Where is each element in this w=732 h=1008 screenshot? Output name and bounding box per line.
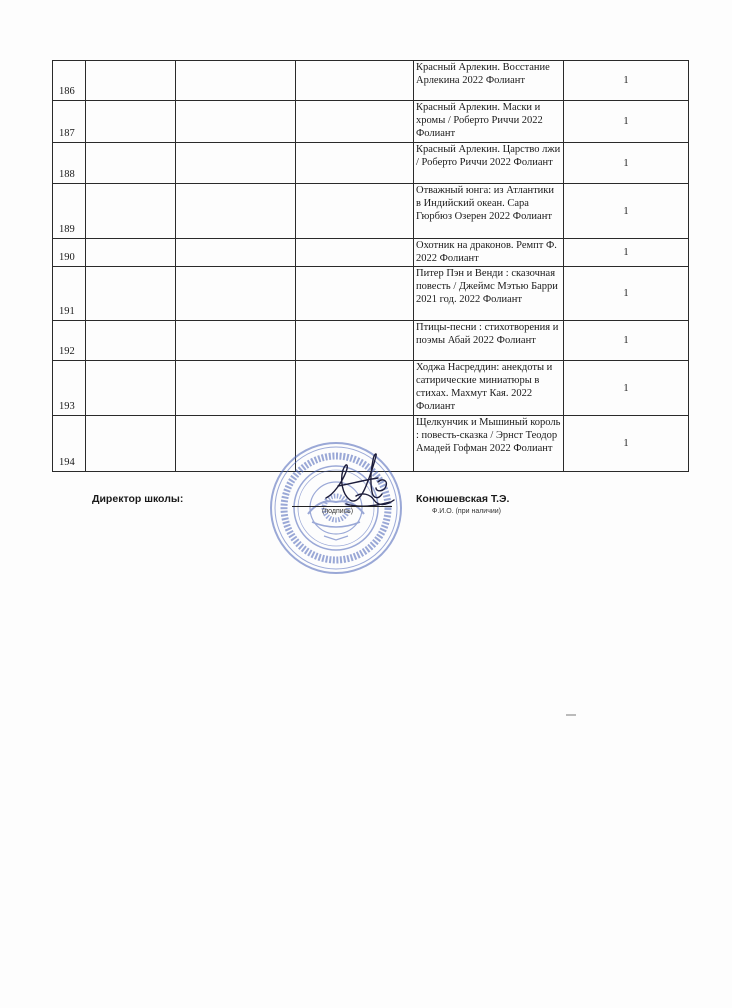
table-row <box>53 321 689 361</box>
empty-cell <box>86 61 176 101</box>
book-title: Питер Пэн и Венди : сказочная повесть / Джеймс Мэтью Барри 2021 год. 2022 Фолиант <box>414 267 564 321</box>
fio-caption: Ф.И.О. (при наличии) <box>432 508 501 515</box>
empty-cell <box>86 184 176 239</box>
book-title: Ходжа Насреддин: анекдоты и сатирические миниатюры в стихах. Махмут Кая. 2022 Фолиант <box>414 361 564 416</box>
book-inventory-table <box>52 60 689 472</box>
table-row <box>53 61 689 101</box>
quantity: 1 <box>564 184 689 239</box>
quantity: 1 <box>564 239 689 267</box>
row-number: 192 <box>53 321 86 361</box>
quantity: 1 <box>564 143 689 184</box>
table-row <box>53 239 689 267</box>
quantity: 1 <box>564 361 689 416</box>
empty-cell <box>296 143 414 184</box>
book-title: Красный Арлекин. Маски и хромы / Роберто Риччи 2022 Фолиант <box>414 101 564 143</box>
empty-cell <box>296 239 414 267</box>
empty-cell <box>176 321 296 361</box>
empty-cell <box>176 267 296 321</box>
book-title: Охотник на драконов. Ремпт Ф. 2022 Фолиант <box>414 239 564 267</box>
empty-cell <box>176 61 296 101</box>
empty-cell <box>86 101 176 143</box>
empty-cell <box>296 101 414 143</box>
empty-cell <box>176 239 296 267</box>
quantity: 1 <box>564 416 689 472</box>
row-number: 193 <box>53 361 86 416</box>
empty-cell <box>86 321 176 361</box>
table-row <box>53 143 689 184</box>
quantity: 1 <box>564 267 689 321</box>
director-label: Директор школы: <box>92 493 184 505</box>
quantity: 1 <box>564 101 689 143</box>
row-number: 187 <box>53 101 86 143</box>
table-row <box>53 101 689 143</box>
table-row <box>53 184 689 239</box>
book-title: Красный Арлекин. Царство лжи / Роберто Риччи 2022 Фолиант <box>414 143 564 184</box>
empty-cell <box>296 321 414 361</box>
row-number: 191 <box>53 267 86 321</box>
empty-cell <box>86 267 176 321</box>
quantity: 1 <box>564 321 689 361</box>
empty-cell <box>86 143 176 184</box>
scan-speck <box>566 714 576 716</box>
empty-cell <box>176 361 296 416</box>
director-name: Конюшевская Т.Э. <box>416 493 510 505</box>
empty-cell <box>296 267 414 321</box>
book-title: Птицы-песни : стихотворения и поэмы Абай 2022 Фолиант <box>414 321 564 361</box>
row-number: 186 <box>53 61 86 101</box>
empty-cell <box>296 61 414 101</box>
table-row <box>53 267 689 321</box>
book-title: Щелкунчик и Мышиный король : повесть-сказка / Эрнст Теодор Амадей Гофман 2022 Фолиант <box>414 416 564 472</box>
empty-cell <box>86 416 176 472</box>
signature-icon <box>316 448 412 518</box>
row-number: 188 <box>53 143 86 184</box>
empty-cell <box>176 184 296 239</box>
book-title: Красный Арлекин. Восстание Арлекина 2022 Фолиант <box>414 61 564 101</box>
empty-cell <box>296 184 414 239</box>
book-title: Отважный юнга: из Атлантики в Индийский океан. Сара Гюрбюз Озерен 2022 Фолиант <box>414 184 564 239</box>
quantity: 1 <box>564 61 689 101</box>
signature-caption: (подпись) <box>322 508 354 515</box>
row-number: 190 <box>53 239 86 267</box>
empty-cell <box>296 361 414 416</box>
row-number: 194 <box>53 416 86 472</box>
empty-cell <box>86 239 176 267</box>
empty-cell <box>176 101 296 143</box>
empty-cell <box>86 361 176 416</box>
empty-cell <box>176 143 296 184</box>
row-number: 189 <box>53 184 86 239</box>
table-row <box>53 361 689 416</box>
